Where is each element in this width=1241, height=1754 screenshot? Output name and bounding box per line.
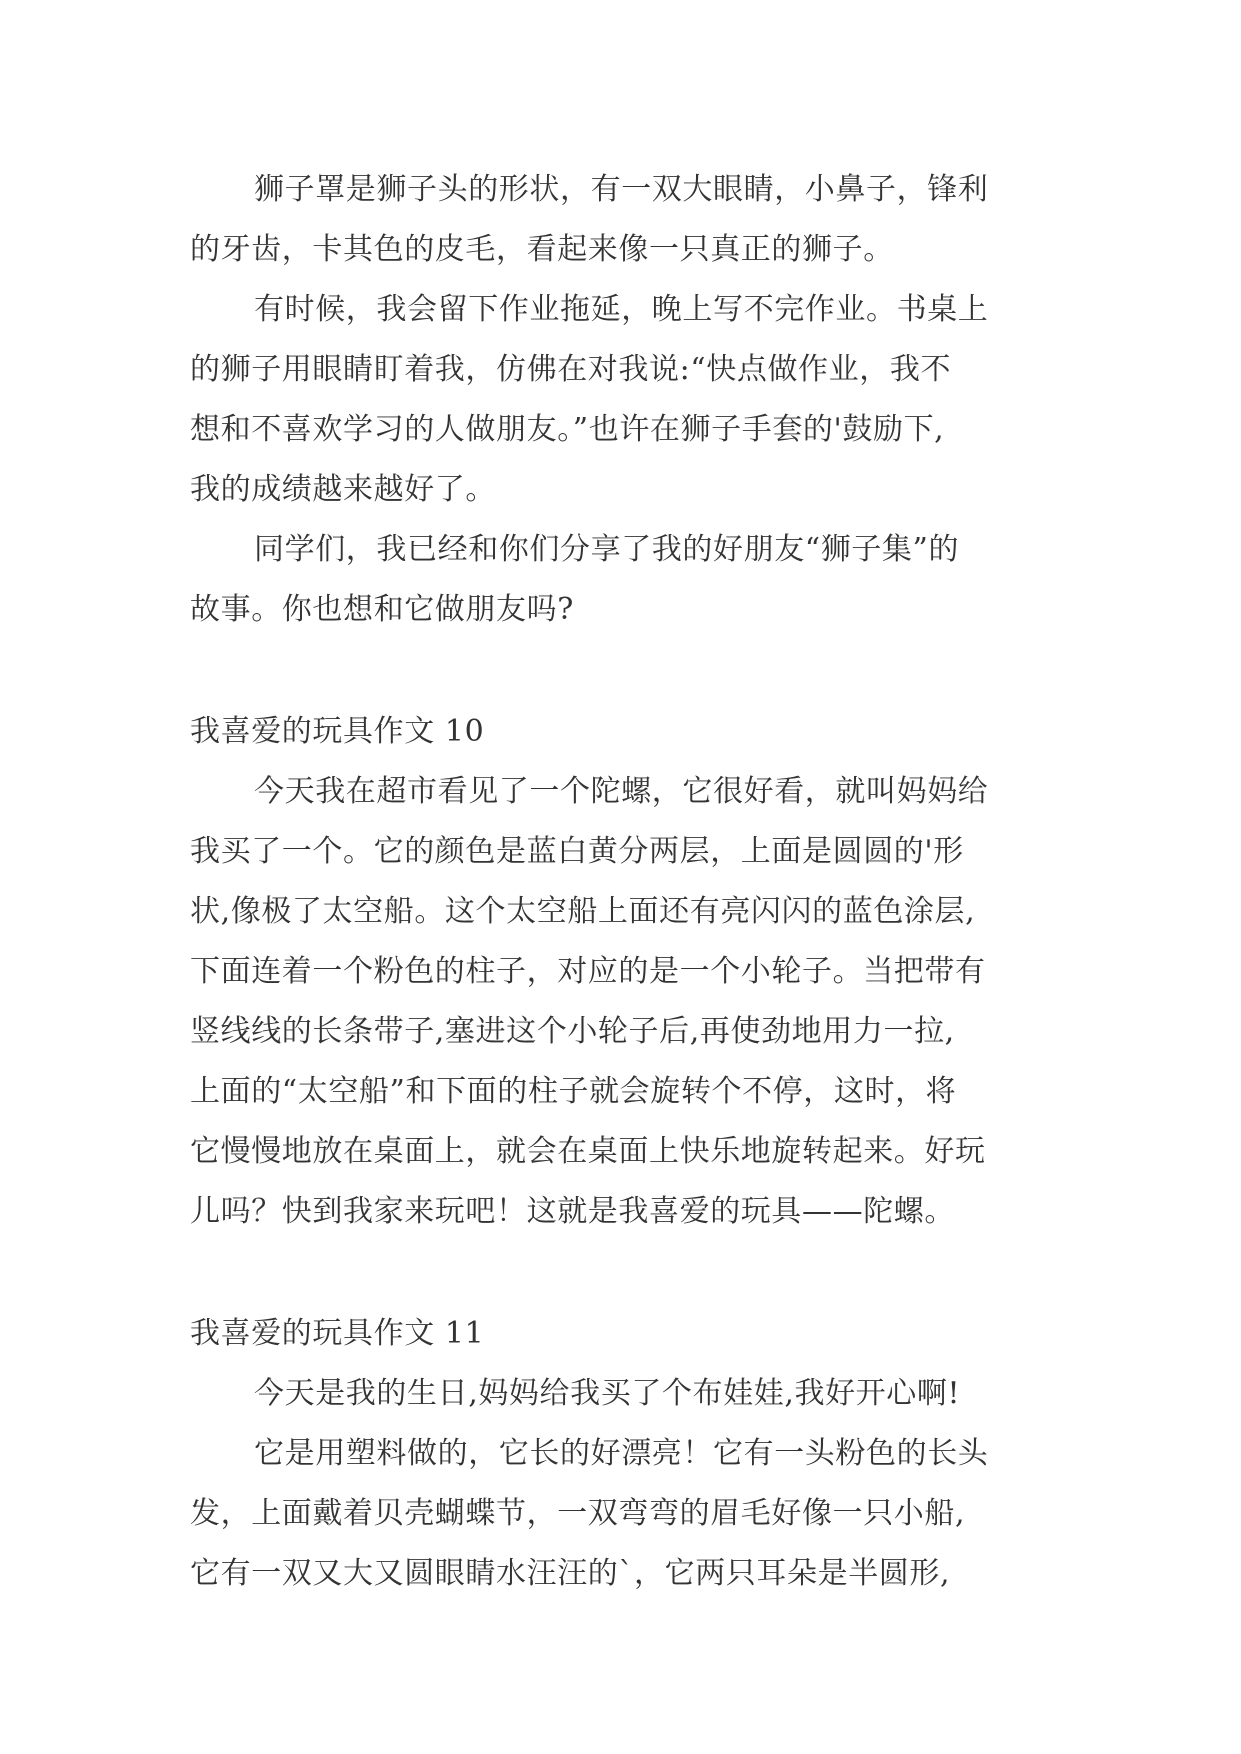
essay-heading: 我喜爱的玩具作文 10 xyxy=(190,714,485,749)
paragraph xyxy=(190,762,1060,1242)
section-gap xyxy=(190,640,1060,702)
text-line: 它是用塑料做的，它长的好漂亮！它有一头粉色的长头 xyxy=(254,1436,989,1471)
paragraph xyxy=(190,1424,1060,1604)
section-1 xyxy=(190,160,1060,640)
text-line: 状,像极了太空船。这个太空船上面还有亮闪闪的蓝色涂层, xyxy=(190,894,976,929)
paragraph xyxy=(190,520,1060,640)
text-line: 竖线线的长条带子,塞进这个小轮子后,再使劲地用力一拉, xyxy=(190,1014,955,1049)
essay-heading: 我喜爱的玩具作文 11 xyxy=(190,1316,485,1351)
text-line: 想和不喜欢学习的人做朋友。”也许在狮子手套的'鼓励下, xyxy=(190,412,945,447)
text-line: 我的成绩越来越好了。 xyxy=(190,472,496,507)
text-line: 今天是我的生日,妈妈给我买了个布娃娃,我好开心啊! xyxy=(254,1376,961,1411)
section-gap xyxy=(190,1242,1060,1304)
text-line: 狮子罩是狮子头的形状，有一双大眼睛，小鼻子，锋利 xyxy=(254,172,989,207)
text-line: 同学们，我已经和你们分享了我的好朋友“狮子集”的 xyxy=(254,532,960,567)
section-2 xyxy=(190,702,1060,1242)
text-line: 发，上面戴着贝壳蝴蝶节，一双弯弯的眉毛好像一只小船, xyxy=(190,1496,966,1531)
text-line: 有时候，我会留下作业拖延，晚上写不完作业。书桌上 xyxy=(254,292,989,327)
paragraph xyxy=(190,280,1060,520)
paragraph xyxy=(190,160,1060,280)
section-3 xyxy=(190,1304,1060,1604)
text-line: 我买了一个。它的颜色是蓝白黄分两层，上面是圆圆的'形 xyxy=(190,834,964,869)
text-line: 它慢慢地放在桌面上，就会在桌面上快乐地旋转起来。好玩 xyxy=(190,1134,986,1169)
text-line: 儿吗？快到我家来玩吧！这就是我喜爱的玩具——陀螺。 xyxy=(190,1194,955,1229)
text-line: 的牙齿，卡其色的皮毛，看起来像一只真正的狮子。 xyxy=(190,232,894,267)
essay-content xyxy=(190,160,1060,1604)
paragraph xyxy=(190,1364,1060,1424)
text-line: 上面的“太空船”和下面的柱子就会旋转个不停，这时，将 xyxy=(190,1074,957,1109)
text-line: 的狮子用眼睛盯着我，仿佛在对我说:“快点做作业，我不 xyxy=(190,352,952,387)
text-line: 下面连着一个粉色的柱子，对应的是一个小轮子。当把带有 xyxy=(190,954,986,989)
text-line: 它有一双又大又圆眼睛水汪汪的`，它两只耳朵是半圆形, xyxy=(190,1556,951,1591)
text-line: 今天我在超市看见了一个陀螺，它很好看，就叫妈妈给 xyxy=(254,774,989,809)
text-line: 故事。你也想和它做朋友吗? xyxy=(190,592,574,627)
